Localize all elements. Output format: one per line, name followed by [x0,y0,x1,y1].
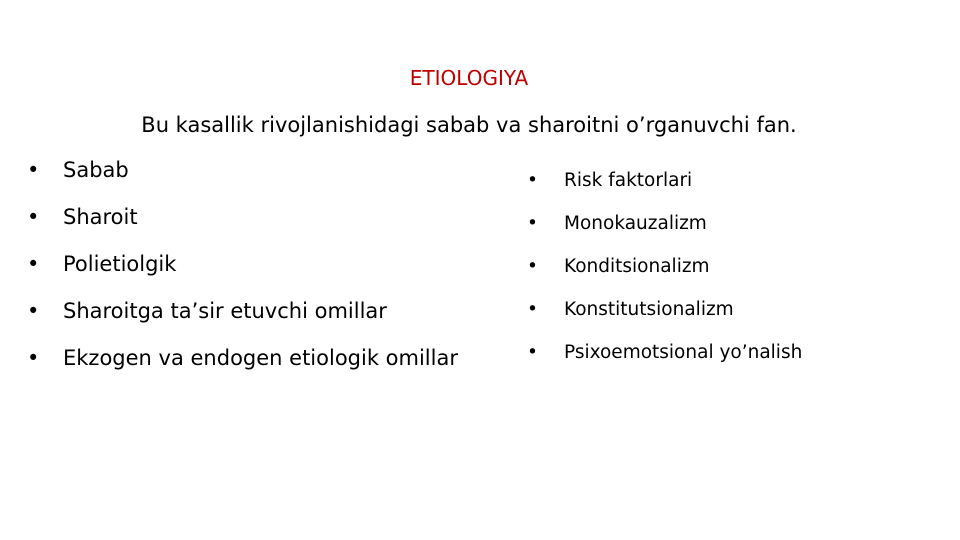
list-item [27,201,458,248]
list-item-text: Monokauzalizm [564,213,707,234]
bullet-icon: • [27,346,40,370]
list-item-text: Konstitutsionalizm [564,299,734,320]
slide-title: ETIOLOGIYA [409,66,529,90]
bullet-icon: • [27,205,40,229]
bullet-icon: • [27,158,40,182]
list-item-text: Ekzogen va endogen etiologik omillar [63,346,458,370]
bullet-icon: • [527,256,538,277]
list-item-text: Polietiolgik [63,252,177,276]
list-item-text: Psixoemotsional yo’nalish [564,342,803,363]
bullet-icon: • [527,213,538,234]
list-item [27,295,458,342]
bullet-icon: • [527,342,538,363]
bullet-icon: • [527,170,538,191]
list-item [27,342,458,389]
list-item [27,248,458,295]
list-item [527,210,802,253]
list-item-text: Konditsionalizm [564,256,710,277]
list-item [27,154,458,201]
list-item [527,296,802,339]
list-item [527,339,802,382]
list-item-text: Sharoit [63,205,138,229]
list-item-text: Sharoitga ta’sir etuvchi omillar [63,299,387,323]
list-item [527,253,802,296]
bullet-icon: • [27,299,40,323]
slide-subtitle: Bu kasallik rivojlanishidagi sabab va sharoitni o’rganuvchi fan. [141,113,797,137]
left-bullet-list [27,154,458,389]
right-bullet-list [527,167,802,382]
list-item-text: Risk faktorlari [564,170,693,191]
list-item-text: Sabab [63,158,129,182]
list-item [527,167,802,210]
bullet-icon: • [527,299,538,320]
bullet-icon: • [27,252,40,276]
